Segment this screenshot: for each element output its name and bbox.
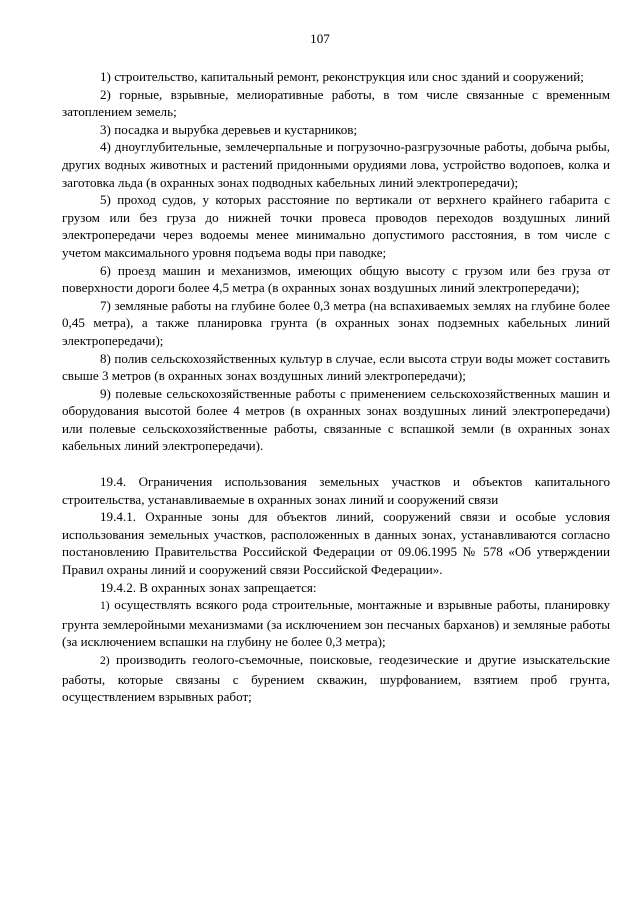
section-heading-19-4: 19.4. Ограничения использования земельных участков и объектов капитального строительства, устанавливаемые в охранных зонах линий и сооружений связи	[62, 474, 610, 507]
list-item: 8) полив сельскохозяйственных культур в случае, если высота струи воды может составить свыше 3 метров (в охранных зонах воздушных линий электропередачи);	[62, 350, 611, 384]
list-item: 2) горные, взрывные, мелиоративные работы, в том числе связанные с временным затоплением земель;	[62, 86, 610, 120]
paragraph-gap	[62, 455, 610, 473]
list-item: 6) проезд машин и механизмов, имеющих общую высоту с грузом или без груза от поверхности дороги более 4,5 метра (в охранных зонах воздушных линий электропередачи);	[62, 262, 610, 296]
list-item: 9) полевые сельскохозяйственные работы с применением сельскохозяйственных машин и оборудования высотой более 4 метров (в охранных зонах воздушных линий электропередачи) или полевые сельскохозяйственные работы, связанные с вспашкой земли (в охранных зонах кабельных линий электропередачи).	[62, 385, 610, 454]
list-item: 2) производить геолого-съемочные, поисковые, геодезические и другие изыскательские работы, которые связаны с бурением скважин, шурфованием, взятием проб грунта, осуществлением взрывных работ;	[62, 652, 610, 705]
body-text	[62, 68, 610, 706]
section-19-4-1: 19.4.1. Охранные зоны для объектов линий, сооружений связи и особые условия использования земельных участков, расположенных в данных зонах, устанавливаются согласно постановлению Правительства Российской Федерации от 09.06.1995 № 578 «Об утверждении Правил охраны линий и сооружений связи Российской Федерации».	[62, 509, 610, 578]
list-item: 1) осуществлять всякого рода строительные, монтажные и взрывные работы, планировку грунта землеройными механизмами (за исключением зон песчаных барханов) и земляные работы (за исключением вспашки на глубину не более 0,3 метра);	[62, 597, 610, 650]
page-number: 107	[310, 31, 330, 46]
list-item: 3) посадка и вырубка деревьев и кустарников;	[100, 121, 358, 137]
list-item: 5) проход судов, у которых расстояние по вертикали от верхнего крайнего габарита с грузом или без груза до нижней точки провеса проводов переходов воздушных линий электропередачи через водоемы менее минимально допустимого расстояния, в том числе с учетом максимального уровня подъема воды при паводке;	[62, 192, 610, 260]
list-item: 7) земляные работы на глубине более 0,3 метра (на вспахиваемых землях на глубине более 0,45 метра), а также планировка грунта (в охранных зонах подземных кабельных линий электропередачи);	[62, 297, 610, 348]
list-item: 1) строительство, капитальный ремонт, реконструкция или снос зданий и сооружений;	[100, 69, 584, 84]
list-item: 4) дноуглубительные, землечерпальные и погрузочно-разгрузочные работы, добыча рыбы, других водных животных и растений придонными орудиями лова, устройство водопоев, колка и заготовка льда (в охранных зонах подводных кабельных линий электропередачи);	[62, 139, 610, 190]
section-19-4-2: 19.4.2. В охранных зонах запрещается:	[100, 579, 317, 595]
